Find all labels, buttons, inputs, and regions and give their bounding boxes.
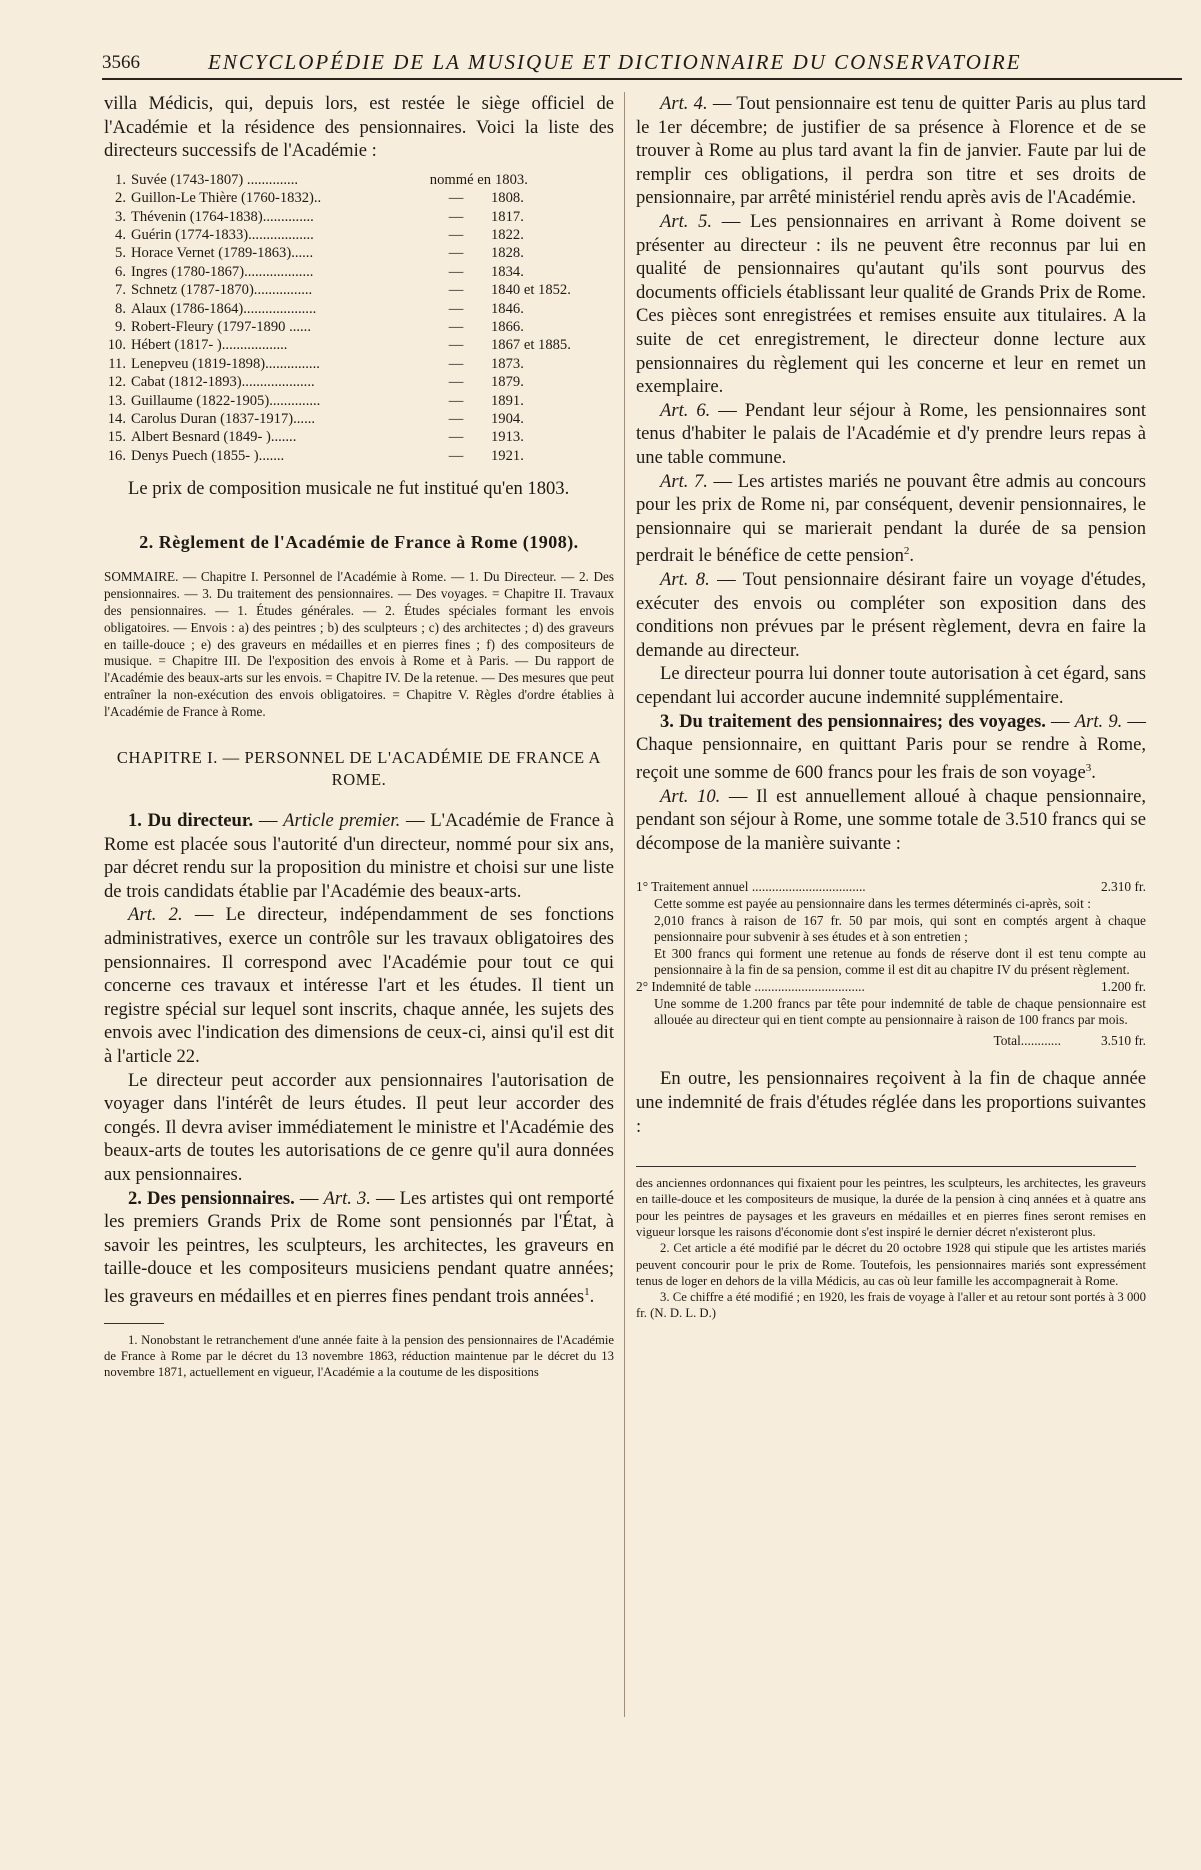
article-8-label: Art. 8. xyxy=(660,569,710,591)
director-year: 1891. xyxy=(491,392,524,409)
director-nomination: — xyxy=(448,300,464,317)
director-name: Guérin (1774-1833).................. xyxy=(131,227,314,243)
director-nomination: — xyxy=(448,245,464,262)
footnote-rule xyxy=(104,1323,164,1324)
director-year: 1840 et 1852. xyxy=(491,282,571,299)
director-row xyxy=(104,318,614,336)
director-year: 1808. xyxy=(491,190,524,207)
director-nomination: — xyxy=(448,319,464,336)
director-year: 1828. xyxy=(491,245,524,262)
budget-item-2-value: 1.200 fr. xyxy=(1100,978,1146,994)
footnote-ref-2: 2 xyxy=(903,545,910,558)
director-year: 1822. xyxy=(491,227,524,243)
director-name: Robert-Fleury (1797-1890 ...... xyxy=(131,319,311,336)
director-number: 14. xyxy=(107,411,126,428)
article-3-text: Les artistes qui ont remporté les premiers Grands Prix de Rome sont pensionnés par l'État, à savoir les peintres, les sculpteurs, les architectes, les graveurs en taille-douce et les compositeurs musiciens pendant quatre années; les graveurs en médailles et en pierres fines pendant trois années xyxy=(104,1187,614,1308)
director-nomination: — xyxy=(448,208,464,225)
prix-paragraph: Le prix de composition musicale ne fut institué qu'en 1803. xyxy=(128,478,570,500)
article-8-continued: Le directeur pourra lui donner toute autorisation à cet égard, sans cependant lui accorder aucune indemnité supplémentaire. xyxy=(636,663,1146,709)
director-year: 1879. xyxy=(491,374,524,391)
director-nomination: — xyxy=(448,374,464,391)
subsection-head-1: 1. Du directeur. xyxy=(128,810,254,832)
director-year: 1866. xyxy=(491,319,524,336)
director-name: Schnetz (1787-1870)................ xyxy=(131,282,313,299)
director-name: Horace Vernet (1789-1863)...... xyxy=(131,245,314,262)
director-year: 1913. xyxy=(491,429,524,446)
page-number: 3566 xyxy=(102,52,140,73)
footnote-rule-right xyxy=(636,1166,1136,1167)
director-name: Ingres (1780-1867)................... xyxy=(131,263,314,280)
director-row xyxy=(104,355,614,373)
director-row xyxy=(104,447,614,465)
director-nomination: — xyxy=(448,355,464,372)
director-name: Thévenin (1764-1838).............. xyxy=(131,208,314,225)
director-nomination: — xyxy=(448,227,464,243)
sommaire: SOMMAIRE. — Chapitre I. Personnel de l'Académie à Rome. — 1. Du Directeur. — 2. Des pensionnaires. — 3. Du traitement des pensionnaires. — Des voyages. = Chapitre II. Travaux des pensionnaires. — 1. Études générales. — 2. Études spéciales formant les envois obligatoires. — Envois : a) des peintres ; b) des sculpteurs ; c) des architectes ; d) des graveurs en taille-douce ; e) des graveurs en médailles et en pierres fines ; f) des compositeurs de musique. = Chapitre III. De l'exposition des envois à Rome et à Paris. — Du rapport de l'Académie des beaux-arts sur les envois. = Chapitre IV. De la retenue. — Des mesures que peut entraîner la non-exécution des envois obligatoires. = Chapitre V. Règles d'ordre établies à l'Académie de France à Rome. xyxy=(104,568,614,720)
budget-total-value: 3.510 fr. xyxy=(1100,1032,1146,1048)
director-row xyxy=(104,373,614,391)
outro-paragraph: En outre, les pensionnaires reçoivent à la fin de chaque année une indemnité de frais d'études réglée dans les proportions suivantes : xyxy=(636,1068,1146,1137)
director-name: Alaux (1786-1864).................... xyxy=(131,300,317,317)
director-name: Suvée (1743-1807) .............. xyxy=(131,171,298,188)
director-row xyxy=(104,428,614,446)
director-name: Hébert (1817- ).................. xyxy=(131,337,288,354)
director-nomination: — xyxy=(448,337,464,354)
article-6-text: Pendant leur séjour à Rome, les pensionnaires sont tenus d'habiter le palais de l'Académie et d'y prendre leurs repas à une table commune. xyxy=(636,399,1146,468)
page-header xyxy=(102,50,1182,80)
director-number: 1. xyxy=(115,171,126,188)
director-number: 2. xyxy=(115,190,126,207)
director-nomination: — xyxy=(448,282,464,299)
footnote-1-continued: des anciennes ordonnances qui fixaient pour les peintres, les sculpteurs, les architectes, les graveurs en taille-douce et les compositeurs de musique, la durée de la pension à cinq années et à quatre ans pour les peintres de paysages et les graveurs en médailles et en pierres fines seront remises en vigueur lorsque les raisons d'économie dont s'est inspiré le dernier décret n'existeront plus. xyxy=(636,1176,1146,1239)
section-title: 2. Règlement de l'Académie de France à Rome (1908). xyxy=(139,531,579,552)
article-9: 3. Du traitement des pensionnaires; des voyages. — Art. 9. — Chaque pensionnaire, en quittant Paris pour se rendre à Rome, reçoit une somme de 600 francs pour les frais de son voyage$^3$. xyxy=(636,710,1147,783)
budget-row-2 xyxy=(636,979,1146,996)
left-column xyxy=(104,92,614,1381)
article-7-label: Art. 7. xyxy=(660,470,708,492)
footnote-2: 2. Cet article a été modifié par le décret du 20 octobre 1928 qui stipule que les artistes mariés peuvent concourir pour le prix de Rome. Toutefois, les pensionnaires mariés sont expressément tenus de loger en dehors de la villa Médicis, au cas où leur famille les accompagnerait à Rome. xyxy=(636,1241,1146,1288)
directors-list xyxy=(104,171,614,466)
footnote-ref-3: 3 xyxy=(1085,761,1092,774)
director-number: 4. xyxy=(115,227,126,243)
budget-total-label: Total............ xyxy=(993,1032,1061,1048)
article-6-label: Art. 6. xyxy=(660,399,711,421)
director-row xyxy=(104,171,614,189)
director-number: 15. xyxy=(107,429,126,446)
intro-paragraph: villa Médicis, qui, depuis lors, est restée le siège officiel de l'Académie et la résidence des pensionnaires. Voici la liste des directeurs successifs de l'Académie : xyxy=(104,93,614,162)
article-1: 1. Du directeur. — Article premier. — L'Académie de France à Rome est placée sous l'autorité d'un directeur, nommé pour six ans, par décret rendu sur la proposition du ministre et choisi sur une liste de trois candidats établie par l'Académie des beaux-arts. xyxy=(104,810,614,902)
director-row xyxy=(104,336,614,354)
director-row xyxy=(104,392,614,410)
article-3-label: Art. 3. xyxy=(323,1187,371,1209)
chapter-title: CHAPITRE I. — PERSONNEL DE L'ACADÉMIE DE FRANCE A ROME. xyxy=(116,748,602,790)
footnote-1: 1. Nonobstant le retranchement d'une année faite à la pension des pensionnaires de l'Académie de France à Rome par le décret du 13 novembre 1863, réduction maintenue par le décret du 13 novembre 1871, actuellement en vigueur, l'Académie a la coutume de les dispositions xyxy=(104,1332,614,1380)
article-4: Art. 4. — Tout pensionnaire est tenu de quitter Paris au plus tard le 1er décembre; de justifier de sa présence à Florence et de se trouver à Rome au plus tard avant la fin de janvier. Faute par lui de remplir ces obligations, il perdra son titre et ses droits de pensionnaire, par arrêté ministériel rendu après avis de l'Académie. xyxy=(636,93,1146,209)
column-divider xyxy=(624,92,625,1717)
director-name: Lenepveu (1819-1898)............... xyxy=(131,355,320,372)
article-10-label: Art. 10. xyxy=(660,785,721,807)
director-year: 1834. xyxy=(491,263,524,280)
running-title: ENCYCLOPÉDIE DE LA MUSIQUE ET DICTIONNAIRE DU CONSERVATOIRE xyxy=(208,50,1022,74)
article-3: 2. Des pensionnaires. — Art. 3. — Les artistes qui ont remporté les premiers Grands Prix de Rome sont pensionnés par l'État, à savoir les peintres, les sculpteurs, les architectes, les graveurs en taille-douce et les compositeurs musiciens pendant quatre années; les graveurs en médailles et en pierres fines pendant trois années$^1$. xyxy=(104,1187,614,1308)
article-9-text: Chaque pensionnaire, en quittant Paris pour se rendre à Rome, reçoit une somme de 600 francs pour les frais de son voyage xyxy=(636,734,1146,783)
budget-item-1-desc-1: Cette somme est payée au pensionnaire dans les termes déterminés ci-après, soit : xyxy=(654,895,1091,911)
article-5: Art. 5. — Les pensionnaires en arrivant à Rome doivent se présenter au directeur : ils ne peuvent être reconnus par lui en qualité de pensionnaires qu'autant qu'ils sont pourvus des documents officiels établissant leur qualité de Grands Prix de Rome. Ces pièces sont enregistrées et remises ensuite aux titulaires. A la suite de cet enregistrement, le directeur donne lecture aux pensionnaires du règlement qui les concerne et leur en remet un exemplaire. xyxy=(636,210,1147,398)
article-1-text: L'Académie de France à Rome est placée sous l'autorité d'un directeur, nommé pour six ans, par décret rendu sur la proposition du ministre et choisi sur une liste de trois candidats établie par l'Académie des beaux-arts. xyxy=(104,810,614,902)
director-year: 1921. xyxy=(491,447,524,464)
director-number: 6. xyxy=(115,263,126,280)
director-nomination: — xyxy=(448,263,464,280)
budget-row-1 xyxy=(636,879,1146,896)
director-year: 1904. xyxy=(491,411,524,428)
director-nomination: — xyxy=(448,190,464,207)
director-number: 16. xyxy=(107,447,126,464)
director-nomination: — xyxy=(448,392,464,409)
budget-item-2-label: 2° Indemnité de table ................................. xyxy=(636,978,865,994)
director-nomination: — xyxy=(448,429,464,446)
article-4-text: Tout pensionnaire est tenu de quitter Paris au plus tard le 1er décembre; de justifier de sa présence à Florence et de se trouver à Rome au plus tard avant la fin de janvier. Faute par lui de remplir ces obligations, il perdra son titre et ses droits de pensionnaire, par arrêté ministériel rendu après avis de l'Académie. xyxy=(636,93,1146,209)
budget-item-1-desc-3: Et 300 francs qui forment une retenue au fonds de réserve dont il est tenu compte au pensionnaire à la fin de sa pension, comme il est dit au chapitre IV du présent règlement. xyxy=(654,945,1146,978)
director-number: 3. xyxy=(115,208,126,225)
article-2-continued: Le directeur peut accorder aux pensionnaires l'autorisation de voyager dans l'intérêt de leurs études. Il peut leur accorder des congés. Il devra aviser immédiatement le ministre et l'Académie des beaux-arts de toutes les autorisations de ce genre qu'il aura données aux pensionnaires. xyxy=(104,1069,614,1185)
article-2-text: Le directeur, indépendamment de ses fonctions administratives, exerce un contrôle sur les travaux obligatoires des pensionnaires. Il correspond avec l'Académie pour tout ce qui concerne ces travaux et intéresse l'art et les études. Il tient un registre spécial sur lequel sont inscrits, chaque année, les sujets des envois avec l'indication des dimensions de ceux-ci, ainsi qu'il est dit à l'article 22. xyxy=(104,904,614,1067)
right-column xyxy=(636,92,1146,1322)
director-nomination: nommé en xyxy=(429,171,491,188)
director-nomination: — xyxy=(448,447,464,464)
article-10: Art. 10. — Il est annuellement alloué à chaque pensionnaire, pendant son séjour à Rome, une somme totale de 3.510 francs qui se décompose de la manière suivante : xyxy=(636,785,1147,854)
director-name: Albert Besnard (1849- )....... xyxy=(131,429,297,446)
director-number: 13. xyxy=(107,392,126,409)
article-6: Art. 6. — Pendant leur séjour à Rome, les pensionnaires sont tenus d'habiter le palais de l'Académie et d'y prendre leurs repas à une table commune. xyxy=(636,399,1146,468)
article-5-text: Les pensionnaires en arrivant à Rome doivent se présenter au directeur : ils ne peuvent être reconnus par lui en qualité de pensionnaires qu'autant qu'ils sont pourvus des documents officiels établissant leur qualité de Grands Prix de Rome. Ces pièces sont enregistrées et remises ensuite aux titulaires. A la suite de cet enregistrement, le directeur donne lecture aux pensionnaires du règlement qui les concerne et leur en remet un exemplaire. xyxy=(636,210,1147,398)
footnote-3: 3. Ce chiffre a été modifié ; en 1920, les frais de voyage à l'aller et au retour sont portés à 3 000 fr. (N. D. L. D.) xyxy=(636,1290,1146,1321)
article-9-label: Art. 9. xyxy=(1074,710,1123,732)
director-row xyxy=(104,281,614,299)
director-name: Carolus Duran (1837-1917)...... xyxy=(131,411,316,428)
director-number: 8. xyxy=(115,300,126,317)
article-7: Art. 7. — Les artistes mariés ne pouvant être admis au concours pour les prix de Rome ni, par conséquent, devenir pensionnaires, le pensionnaire qui se marierait pendant la durée de sa pension perdrait le bénéfice de cette pension$^2$. xyxy=(636,470,1146,567)
director-row xyxy=(104,226,614,244)
director-year: 1817. xyxy=(491,208,524,225)
article-5-label: Art. 5. xyxy=(660,210,713,232)
director-row xyxy=(104,300,614,318)
director-row xyxy=(104,263,614,281)
director-name: Cabat (1812-1893).................... xyxy=(131,374,315,391)
director-year: 1846. xyxy=(491,300,524,317)
footnote-ref-1: 1 xyxy=(584,1285,590,1298)
subsection-head-2: 2. Des pensionnaires. xyxy=(128,1187,295,1209)
subsection-head-3: 3. Du traitement des pensionnaires; des voyages. xyxy=(660,710,1046,732)
director-name: Denys Puech (1855- )....... xyxy=(131,447,285,464)
director-number: 11. xyxy=(108,355,126,372)
director-name: Guillon-Le Thière (1760-1832).. xyxy=(131,190,322,207)
article-10-text: Il est annuellement alloué à chaque pensionnaire, pendant son séjour à Rome, une somme totale de 3.510 francs qui se décompose de la manière suivante : xyxy=(636,785,1147,854)
article-4-label: Art. 4. xyxy=(660,93,708,114)
director-nomination: — xyxy=(448,411,464,428)
director-number: 12. xyxy=(107,374,126,391)
director-year: 1867 et 1885. xyxy=(491,337,571,354)
article-8-text: Tout pensionnaire désirant faire un voyage d'études, exécuter des envois ou compléter son exposition dans des conditions non prévues par le présent règlement, devra en faire la demande au directeur. xyxy=(636,569,1146,661)
director-number: 10. xyxy=(107,337,126,354)
article-1-label: Article premier. xyxy=(283,810,401,832)
director-row xyxy=(104,410,614,428)
budget-total-row xyxy=(636,1033,1146,1050)
budget-table xyxy=(636,879,1146,1049)
article-8: Art. 8. — Tout pensionnaire désirant faire un voyage d'études, exécuter des envois ou compléter son exposition dans des conditions non prévues par le présent règlement, devra en faire la demande au directeur. xyxy=(636,569,1146,661)
director-number: 5. xyxy=(115,245,126,262)
budget-item-1-label: 1° Traitement annuel .................................. xyxy=(636,879,866,895)
article-2-label: Art. 2. xyxy=(128,904,183,926)
article-2: Art. 2. — Le directeur, indépendamment de ses fonctions administratives, exerce un contrôle sur les travaux obligatoires des pensionnaires. Il correspond avec l'Académie pour tout ce qui concerne ces travaux et intéresse l'art et les études. Il tient un registre spécial sur lequel sont inscrits, chaque année, les sujets des envois avec l'indication des dimensions de ceux-ci, ainsi qu'il est dit à l'article 22. xyxy=(104,904,614,1067)
director-row xyxy=(104,189,614,207)
budget-item-1-desc-2: 2,010 francs à raison de 167 fr. 50 par mois, qui sont en comptés argent à chaque pensionnaire pour subvenir à ses études et à son entretien ; xyxy=(654,912,1146,945)
director-row xyxy=(104,244,614,262)
director-year: 1873. xyxy=(491,355,524,372)
director-name: Guillaume (1822-1905).............. xyxy=(131,392,321,409)
director-number: 7. xyxy=(115,282,126,299)
article-7-text: Les artistes mariés ne pouvant être admis au concours pour les prix de Rome ni, par conséquent, devenir pensionnaires, le pensionnaire qui se marierait pendant la durée de sa pension perdrait le bénéfice de cette pension xyxy=(636,470,1146,567)
budget-item-1-value: 2.310 fr. xyxy=(1100,879,1146,895)
director-year: 1803. xyxy=(495,171,528,188)
director-row xyxy=(104,208,614,226)
director-number: 9. xyxy=(115,319,126,336)
budget-item-2-desc: Une somme de 1.200 francs par tête pour indemnité de table de chaque pensionnaire est allouée au directeur qui en tient compte au pensionnaire à raison de 100 francs par mois. xyxy=(654,995,1146,1028)
